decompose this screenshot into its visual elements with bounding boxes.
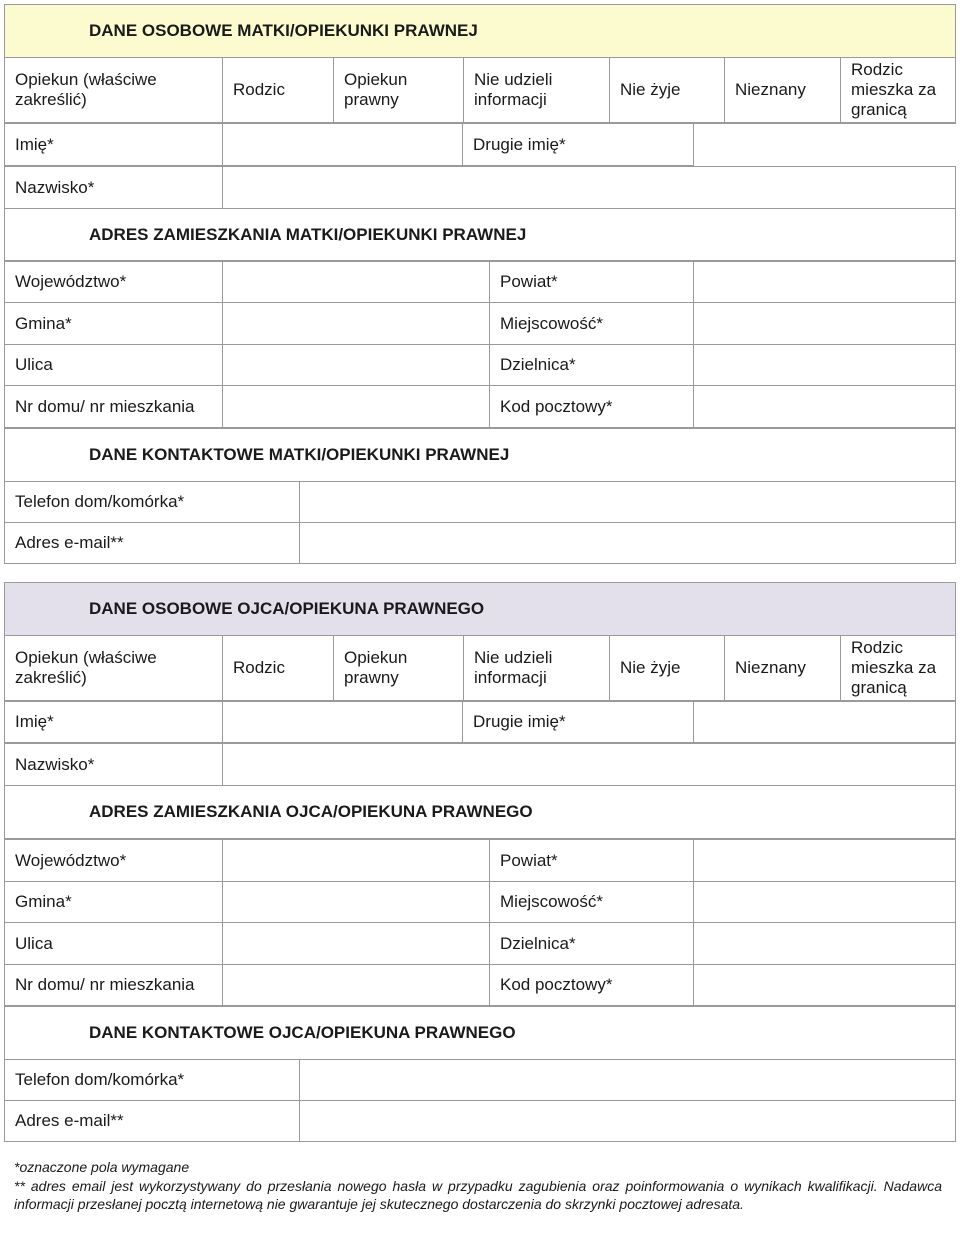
father-guardian-label: Opiekun (właściwe zakreślić) xyxy=(5,636,223,701)
mother-county-label: Powiat* xyxy=(490,262,694,303)
mother-section xyxy=(4,4,955,564)
mother-first-name-field[interactable] xyxy=(223,124,463,166)
father-county-label: Powiat* xyxy=(490,840,694,882)
father-house-no-field[interactable] xyxy=(223,965,490,1006)
father-option-legal-guardian[interactable]: Opiekun prawny xyxy=(334,636,464,701)
father-surname-label: Nazwisko* xyxy=(5,744,223,786)
father-first-name-label: Imię* xyxy=(5,702,223,743)
mother-second-name-field[interactable] xyxy=(694,124,956,166)
mother-house-no-label: Nr domu/ nr mieszkania xyxy=(5,386,223,428)
father-phone-label: Telefon dom/komórka* xyxy=(5,1060,300,1101)
father-locality-label: Miejscowość* xyxy=(490,882,694,923)
required-note: *oznaczone pola wymagane xyxy=(14,1159,190,1175)
father-personal-title: DANE OSOBOWE OJCA/OPIEKUNA PRAWNEGO xyxy=(5,583,956,636)
father-option-abroad[interactable]: Rodzic mieszka za granicą xyxy=(841,636,956,701)
mother-second-name-label: Drugie imię* xyxy=(463,124,694,166)
mother-street-label: Ulica xyxy=(5,345,223,386)
father-voivodeship-label: Województwo* xyxy=(5,840,223,882)
mother-contact-title: DANE KONTAKTOWE MATKI/OPIEKUNKI PRAWNEJ xyxy=(5,429,956,482)
father-option-deceased[interactable]: Nie żyje xyxy=(610,636,725,701)
mother-postal-code-label: Kod pocztowy* xyxy=(490,386,694,428)
father-email-label: Adres e-mail** xyxy=(5,1101,300,1142)
mother-locality-field[interactable] xyxy=(694,303,956,345)
father-option-no-info[interactable]: Nie udzieli informacji xyxy=(464,636,610,701)
mother-option-deceased[interactable]: Nie żyje xyxy=(610,58,725,123)
father-district-field[interactable] xyxy=(694,923,956,965)
father-postal-code-field[interactable] xyxy=(694,965,956,1006)
mother-surname-label: Nazwisko* xyxy=(5,167,223,209)
mother-option-legal-guardian[interactable]: Opiekun prawny xyxy=(334,58,464,123)
father-county-field[interactable] xyxy=(694,840,956,882)
mother-option-parent[interactable]: Rodzic xyxy=(223,58,334,123)
father-street-field[interactable] xyxy=(223,923,490,965)
mother-guardian-label: Opiekun (właściwe zakreślić) xyxy=(5,58,223,123)
father-postal-code-label: Kod pocztowy* xyxy=(490,965,694,1006)
mother-house-no-field[interactable] xyxy=(223,386,490,428)
mother-locality-label: Miejscowość* xyxy=(490,303,694,345)
mother-first-name-label: Imię* xyxy=(5,124,223,166)
mother-address-title: ADRES ZAMIESZKANIA MATKI/OPIEKUNKI PRAWNEJ xyxy=(5,209,956,261)
mother-street-field[interactable] xyxy=(223,345,490,386)
mother-option-unknown[interactable]: Nieznany xyxy=(725,58,841,123)
mother-phone-field[interactable] xyxy=(300,482,956,523)
mother-district-label: Dzielnica* xyxy=(490,345,694,386)
father-house-no-label: Nr domu/ nr mieszkania xyxy=(5,965,223,1006)
father-second-name-field[interactable] xyxy=(694,702,956,743)
father-section xyxy=(4,582,955,1142)
father-contact-title: DANE KONTAKTOWE OJCA/OPIEKUNA PRAWNEGO xyxy=(5,1007,956,1060)
mother-personal-title: DANE OSOBOWE MATKI/OPIEKUNKI PRAWNEJ xyxy=(5,5,956,58)
father-first-name-field[interactable] xyxy=(223,702,463,743)
mother-phone-label: Telefon dom/komórka* xyxy=(5,482,300,523)
father-locality-field[interactable] xyxy=(694,882,956,923)
father-district-label: Dzielnica* xyxy=(490,923,694,965)
mother-option-abroad[interactable]: Rodzic mieszka za granicą xyxy=(841,58,956,123)
mother-option-no-info[interactable]: Nie udzieli informacji xyxy=(464,58,610,123)
father-phone-field[interactable] xyxy=(300,1060,956,1101)
mother-email-field[interactable] xyxy=(300,523,956,564)
father-address-title: ADRES ZAMIESZKANIA OJCA/OPIEKUNA PRAWNEGO xyxy=(5,786,956,839)
mother-commune-label: Gmina* xyxy=(5,303,223,345)
mother-county-field[interactable] xyxy=(694,262,956,303)
father-surname-field[interactable] xyxy=(223,744,956,786)
mother-commune-field[interactable] xyxy=(223,303,490,345)
mother-district-field[interactable] xyxy=(694,345,956,386)
father-second-name-label: Drugie imię* xyxy=(463,702,694,743)
footnotes xyxy=(14,1158,942,1214)
mother-email-label: Adres e-mail** xyxy=(5,523,300,564)
father-option-parent[interactable]: Rodzic xyxy=(223,636,334,701)
father-email-field[interactable] xyxy=(300,1101,956,1142)
mother-voivodeship-label: Województwo* xyxy=(5,262,223,303)
father-commune-label: Gmina* xyxy=(5,882,223,923)
father-option-unknown[interactable]: Nieznany xyxy=(725,636,841,701)
father-commune-field[interactable] xyxy=(223,882,490,923)
mother-postal-code-field[interactable] xyxy=(694,386,956,428)
mother-voivodeship-field[interactable] xyxy=(223,262,490,303)
mother-surname-field[interactable] xyxy=(223,167,956,209)
email-note: ** adres email jest wykorzystywany do przesłania nowego hasła w przypadku zagubienia oraz poinformowania o wynikach kwalifikacji. Nadawca informacji przesłanej pocztą internetową nie gwarantuje jej skutecznego dostarczenia do skrzynki pocztowej adresata. xyxy=(14,1177,942,1212)
father-voivodeship-field[interactable] xyxy=(223,840,490,882)
father-street-label: Ulica xyxy=(5,923,223,965)
